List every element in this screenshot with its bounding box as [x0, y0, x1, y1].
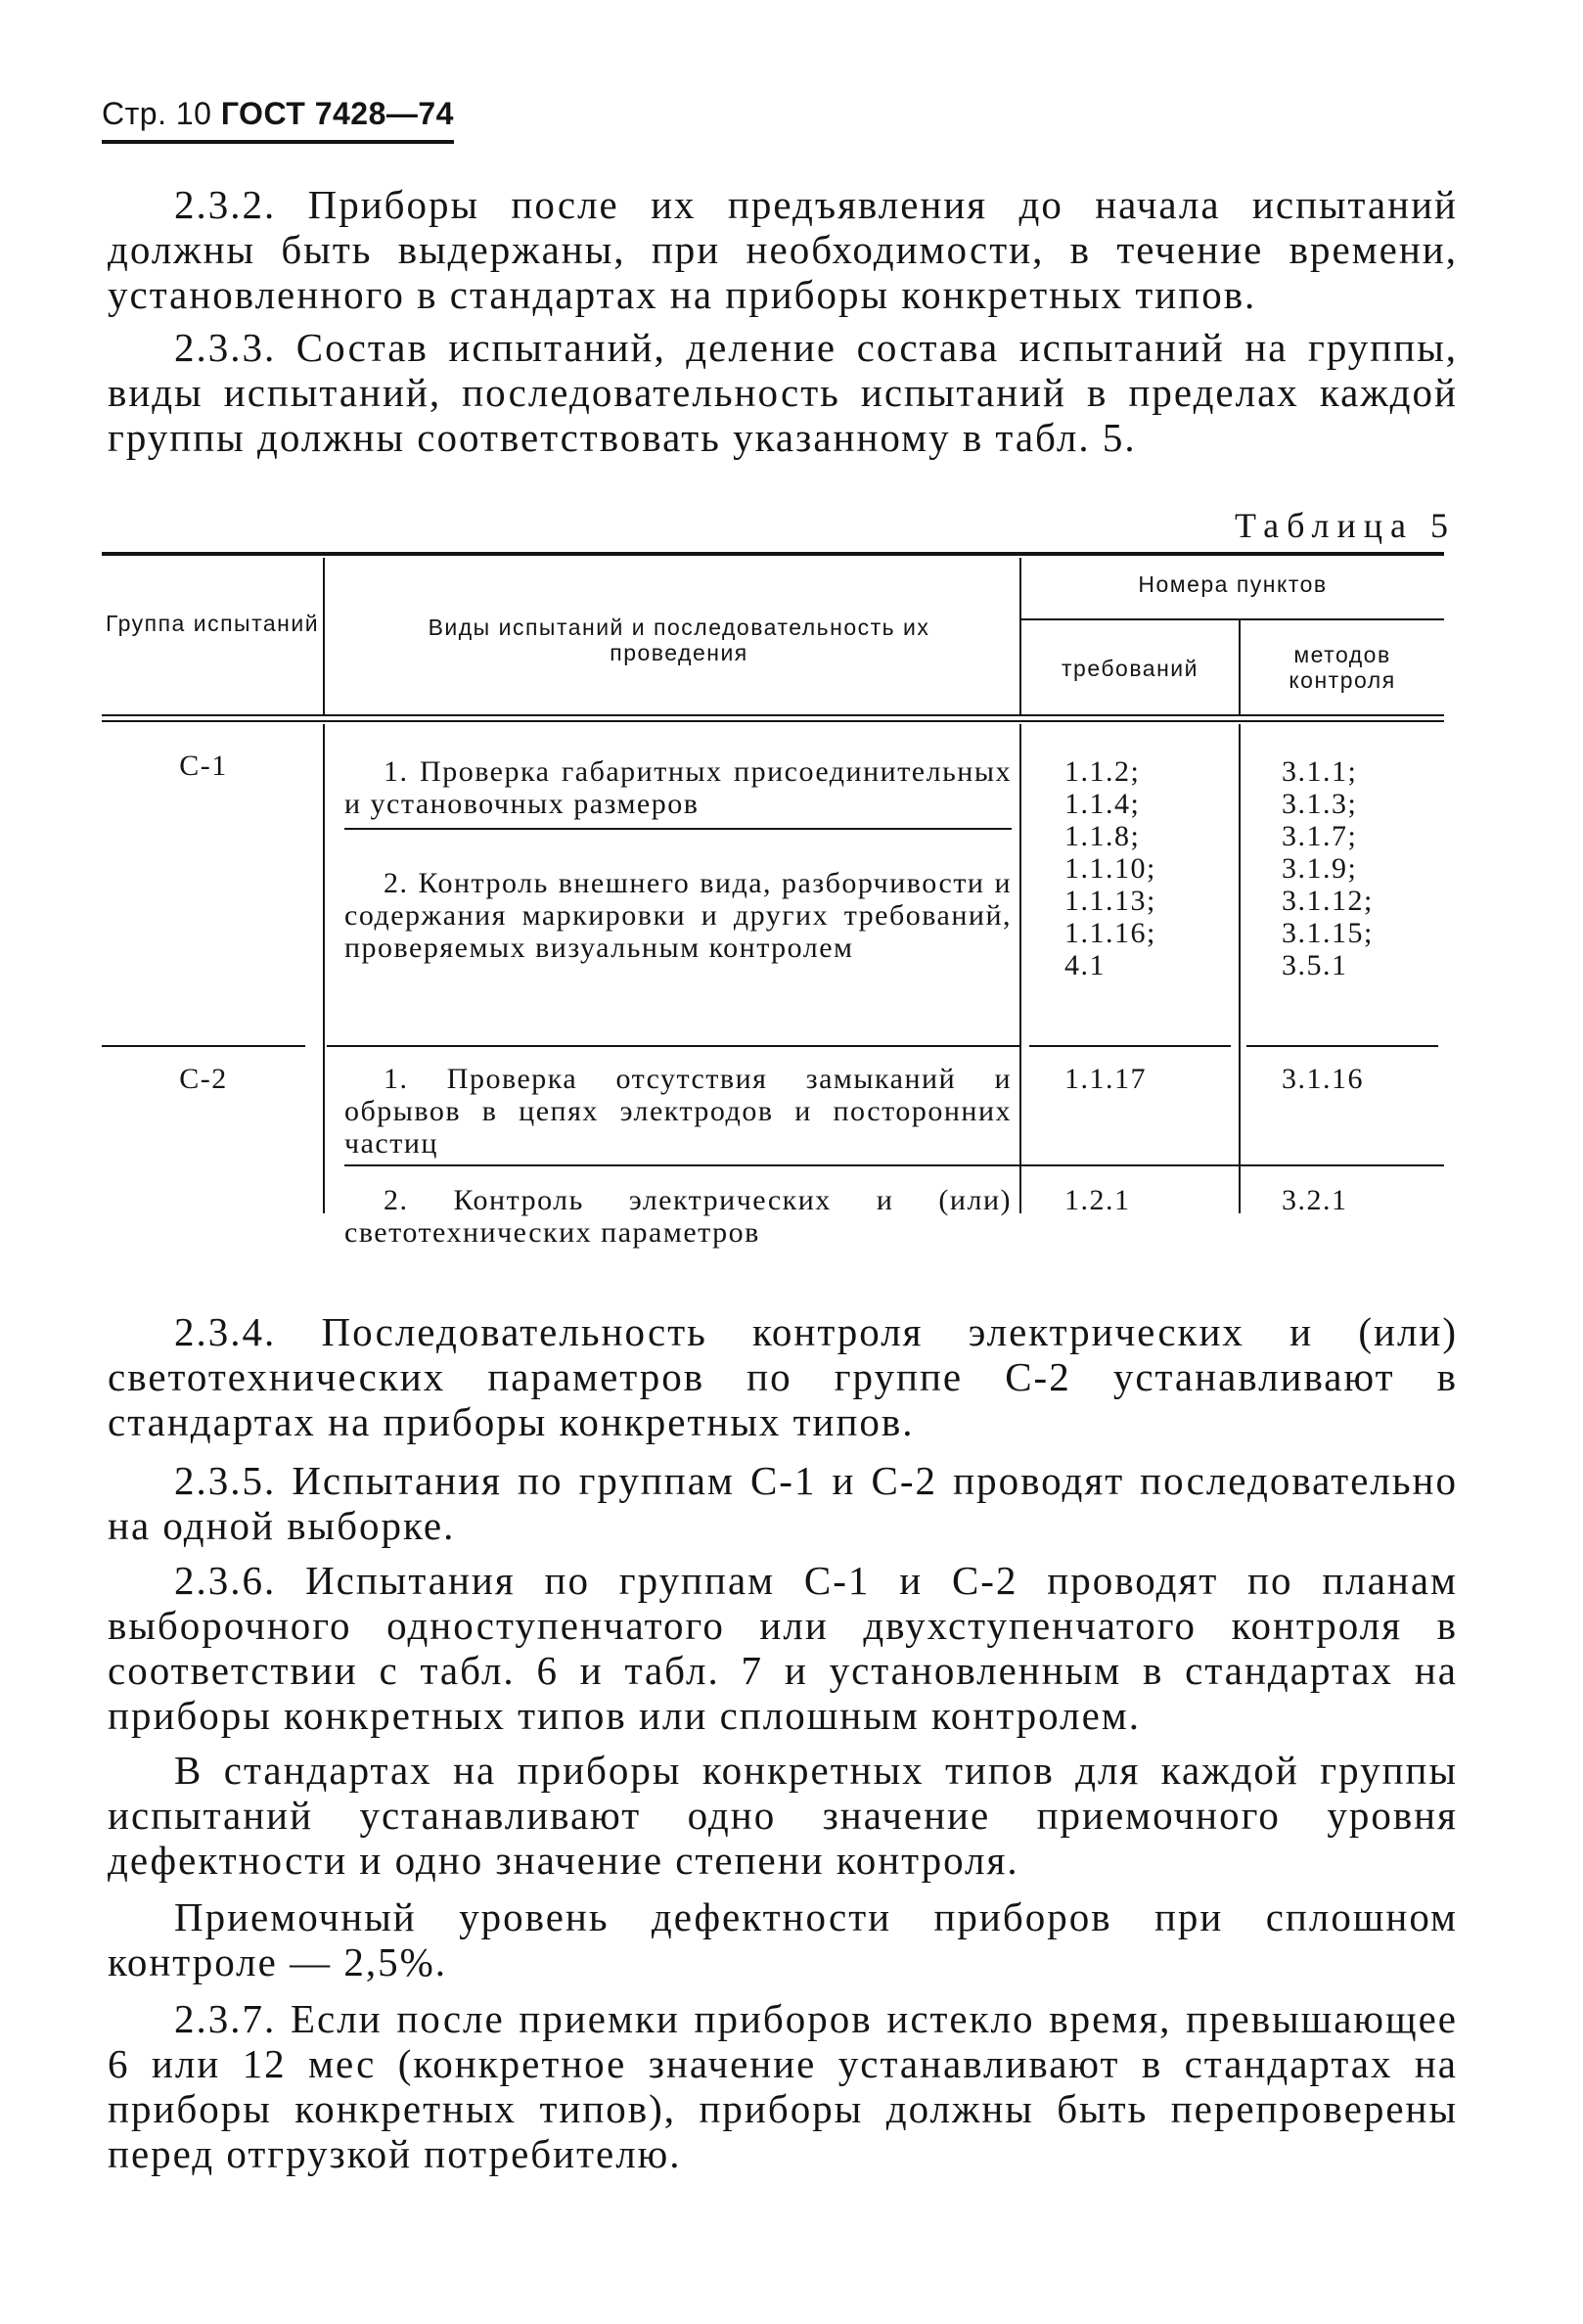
header-rule-2: [102, 720, 1444, 722]
c1-test-separator: [344, 828, 1012, 830]
c1-requirements: 1.1.2; 1.1.4; 1.1.8; 1.1.10; 1.1.13; 1.1.16; 4.1: [1064, 755, 1156, 981]
paragraph-2-3-5: 2.3.5. Испытания по группам С-1 и С-2 проводят последовательно на одной выборке.: [108, 1458, 1458, 1548]
group-c2: С-2: [179, 1063, 228, 1095]
c1-test-2: 2. Контроль внешнего вида, разборчивости и содержания маркировки и других требований, проверяемых визуальным контролем: [344, 867, 1012, 964]
header-group: Группа испытаний: [105, 611, 320, 636]
body-divider-3: [1239, 724, 1241, 1213]
page-number: Стр. 10: [102, 96, 212, 131]
paragraph-2-3-7: 2.3.7. Если после приемки приборов истекло время, превышающее 6 или 12 мес (конкретное значение устанавливают в стандартах на приборы конкретных типов), приборы должны быть перепроверены перед отгрузкой потребителю.: [108, 1996, 1458, 2176]
c1-test-1: 1. Проверка габаритных присоединительных и установочных размеров: [344, 755, 1012, 820]
group-c1: С-1: [179, 750, 228, 782]
paragraph-acceptance-level: Приемочный уровень дефектности приборов при сплошном контроле — 2,5%.: [108, 1894, 1458, 1984]
group-separator-c: [1029, 1045, 1231, 1047]
table-5: [102, 548, 1444, 1262]
group-separator-a: [102, 1045, 305, 1047]
header-test-types: Виды испытаний и последовательность их проведения: [428, 615, 930, 665]
paragraph-test-groups: В стандартах на приборы конкретных типов для каждой группы испытаний устанавливают одно значение приемочного уровня дефектности и одно значение степени контроля.: [108, 1748, 1458, 1883]
c2-test-separator: [344, 1164, 1444, 1166]
c2-test-1: 1. Проверка отсутствия замыканий и обрывов в цепях электродов и посторонних частиц: [344, 1063, 1012, 1160]
header-requirements: требований: [1062, 656, 1199, 681]
table-top-rule: [102, 552, 1444, 556]
header-numbers: Номера пунктов: [1138, 571, 1328, 597]
body-divider-1: [323, 724, 325, 1213]
table-title: Таблица 5: [1235, 506, 1456, 545]
c2-req-2: 1.2.1: [1064, 1184, 1131, 1216]
paragraph-2-3-2: 2.3.2. Приборы после их предъявления до начала испытаний должны быть выдержаны, при необходимости, в течение времени, установленного в стандартах на приборы конкретных типов.: [108, 182, 1458, 317]
c1-methods: 3.1.1; 3.1.3; 3.1.7; 3.1.9; 3.1.12; 3.1.15; 3.5.1: [1282, 755, 1374, 981]
header-rule-1: [102, 714, 1444, 716]
body-divider-2: [1019, 724, 1021, 1213]
group-separator-b: [327, 1045, 1019, 1047]
header-methods: методов контроля: [1289, 642, 1396, 693]
paragraph-2-3-4: 2.3.4. Последовательность контроля электрических и (или) светотехнических параметров по группе С-2 устанавливают в стандартах на приборы конкретных типов.: [108, 1309, 1458, 1444]
standard-number: ГОСТ 7428—74: [220, 96, 454, 131]
c2-test-2: 2. Контроль электрических и (или) светотехнических параметров: [344, 1184, 1012, 1249]
group-separator-d: [1246, 1045, 1438, 1047]
c2-method-2: 3.2.1: [1282, 1184, 1348, 1216]
page-header: [102, 96, 454, 144]
c2-method-1: 3.1.16: [1282, 1063, 1364, 1095]
paragraph-2-3-3: 2.3.3. Состав испытаний, деление состава испытаний на группы, виды испытаний, последовательность испытаний в пределах каждой группы должны соответствовать указанному в табл. 5.: [108, 325, 1458, 460]
paragraph-2-3-6: 2.3.6. Испытания по группам С-1 и С-2 проводят по планам выборочного одноступенчатого или двухступенчатого контроля в соответствии с табл. 6 и табл. 7 и установленным в стандартах на приборы конкретных типов или сплошным контролем.: [108, 1558, 1458, 1738]
header-divider-1: [323, 558, 325, 714]
header-numbers-rule: [1019, 618, 1444, 620]
c2-req-1: 1.1.17: [1064, 1063, 1147, 1095]
